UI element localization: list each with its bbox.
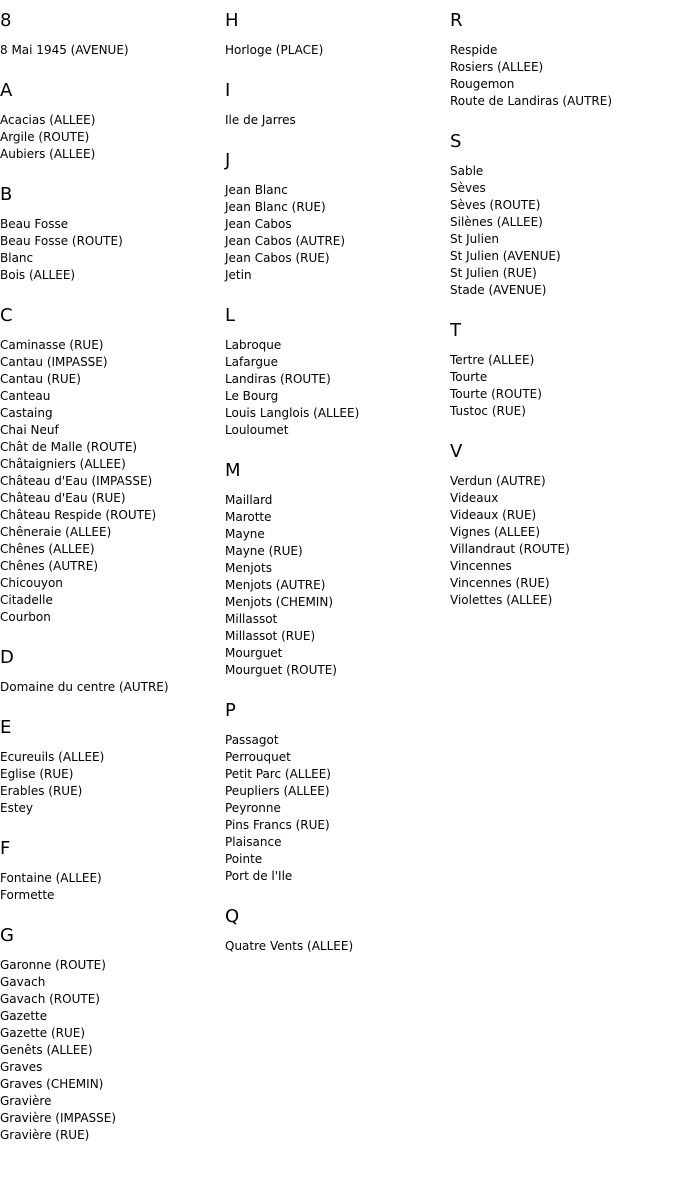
street-link[interactable]: Le Bourg <box>225 389 279 403</box>
street-link[interactable]: Menjots (AUTRE) <box>225 578 326 592</box>
street-link[interactable]: Acacias (ALLEE) <box>0 113 96 127</box>
street-list <box>225 732 447 885</box>
letter-section <box>0 837 222 904</box>
street-link[interactable]: Tourte <box>450 370 488 384</box>
street-link[interactable]: Peupliers (ALLEE) <box>225 784 330 798</box>
letter-heading: J <box>225 150 231 171</box>
street-link[interactable]: Estey <box>0 801 34 815</box>
street-link[interactable]: Eglise (RUE) <box>0 767 74 781</box>
street-link[interactable]: Pins Francs (RUE) <box>225 818 330 832</box>
street-link[interactable]: St Julien (AVENUE) <box>450 249 561 263</box>
street-link[interactable]: Jean Cabos (AUTRE) <box>225 234 346 248</box>
column-3 <box>450 0 672 629</box>
letter-heading: P <box>225 700 236 721</box>
street-link[interactable]: Caminasse (RUE) <box>0 338 104 352</box>
letter-heading: E <box>0 717 12 738</box>
street-link[interactable]: Aubiers (ALLEE) <box>0 147 96 161</box>
street-link[interactable]: Chicouyon <box>0 576 63 590</box>
street-list <box>0 749 222 817</box>
street-list <box>450 352 672 420</box>
street-link[interactable]: Canteau <box>0 389 51 403</box>
street-list <box>225 112 447 129</box>
street-link[interactable]: Chai Neuf <box>0 423 59 437</box>
letter-heading: L <box>225 305 236 326</box>
street-link[interactable]: Cantau (IMPASSE) <box>0 355 108 369</box>
street-link[interactable]: Sèves <box>450 181 486 195</box>
street-link[interactable]: Landiras (ROUTE) <box>225 372 331 386</box>
street-link[interactable]: Gazette <box>0 1009 48 1023</box>
street-link[interactable]: Ile de Jarres <box>225 113 296 127</box>
letter-section <box>0 9 222 59</box>
street-link[interactable]: Gravière (RUE) <box>0 1128 90 1142</box>
street-link[interactable]: Rosiers (ALLEE) <box>450 60 544 74</box>
street-list <box>225 492 447 679</box>
letter-heading: I <box>225 80 231 101</box>
letter-section <box>450 9 672 110</box>
street-link[interactable]: Silènes (ALLEE) <box>450 215 543 229</box>
street-link[interactable]: Millassot (RUE) <box>225 629 316 643</box>
street-link[interactable]: Perrouquet <box>225 750 291 764</box>
street-link[interactable]: Castaing <box>0 406 53 420</box>
street-link[interactable]: Beau Fosse <box>0 217 69 231</box>
street-link[interactable]: Horloge (PLACE) <box>225 43 324 57</box>
letter-section <box>0 716 222 817</box>
street-list <box>225 42 447 59</box>
street-link[interactable]: Graves <box>0 1060 43 1074</box>
street-link[interactable]: Courbon <box>0 610 51 624</box>
street-link[interactable]: Videaux (RUE) <box>450 508 537 522</box>
street-link[interactable]: Louloumet <box>225 423 289 437</box>
street-link[interactable]: Mayne (RUE) <box>225 544 303 558</box>
street-link[interactable]: Châtaigniers (ALLEE) <box>0 457 126 471</box>
street-link[interactable]: Chênes (ALLEE) <box>0 542 95 556</box>
street-link[interactable]: Millassot <box>225 612 278 626</box>
street-list <box>450 163 672 299</box>
street-link[interactable]: St Julien (RUE) <box>450 266 537 280</box>
street-link[interactable]: Beau Fosse (ROUTE) <box>0 234 123 248</box>
street-link[interactable]: Erables (RUE) <box>0 784 83 798</box>
street-link[interactable]: Vincennes <box>450 559 512 573</box>
street-link[interactable]: Genêts (ALLEE) <box>0 1043 93 1057</box>
letter-heading: C <box>0 305 13 326</box>
street-link[interactable]: Fontaine (ALLEE) <box>0 871 102 885</box>
street-link[interactable]: Château Respide (ROUTE) <box>0 508 157 522</box>
letter-heading: 8 <box>0 10 12 31</box>
street-link[interactable]: Respide <box>450 43 498 57</box>
street-link[interactable]: Argile (ROUTE) <box>0 130 90 144</box>
street-link[interactable]: Verdun (AUTRE) <box>450 474 546 488</box>
street-link[interactable]: Tustoc (RUE) <box>450 404 526 418</box>
street-list <box>225 938 447 955</box>
street-link[interactable]: Menjots <box>225 561 272 575</box>
column-1 <box>0 0 222 1164</box>
street-link[interactable]: Ecureuils (ALLEE) <box>0 750 105 764</box>
street-link[interactable]: Tertre (ALLEE) <box>450 353 535 367</box>
street-link[interactable]: Cantau (RUE) <box>0 372 81 386</box>
street-link[interactable]: Maillard <box>225 493 273 507</box>
street-list <box>0 957 222 1144</box>
street-link[interactable]: Jean Cabos (RUE) <box>225 251 330 265</box>
street-list <box>0 216 222 284</box>
street-list <box>0 337 222 626</box>
letter-heading: T <box>450 320 461 341</box>
letter-section <box>450 440 672 609</box>
street-link[interactable]: Chênes (AUTRE) <box>0 559 99 573</box>
letter-section <box>225 699 447 885</box>
street-link[interactable]: Sable <box>450 164 484 178</box>
street-link[interactable]: Labroque <box>225 338 282 352</box>
street-link[interactable]: Louis Langlois (ALLEE) <box>225 406 360 420</box>
street-list <box>225 337 447 439</box>
street-link[interactable]: Gavach <box>0 975 46 989</box>
letter-section <box>0 924 222 1144</box>
street-list <box>225 182 447 284</box>
street-link[interactable]: Plaisance <box>225 835 282 849</box>
letter-section <box>450 319 672 420</box>
street-list <box>450 473 672 609</box>
street-link[interactable]: Peyronne <box>225 801 281 815</box>
street-list <box>0 112 222 163</box>
letter-section <box>0 646 222 696</box>
letter-section <box>0 79 222 163</box>
letter-section <box>450 130 672 299</box>
street-link[interactable]: Jean Blanc (RUE) <box>225 200 326 214</box>
street-link[interactable]: St Julien <box>450 232 499 246</box>
letter-heading: F <box>0 838 11 859</box>
letter-heading: V <box>450 441 463 462</box>
street-link[interactable]: Château d'Eau (RUE) <box>0 491 126 505</box>
street-link[interactable]: Rougemon <box>450 77 515 91</box>
street-link[interactable]: Mayne <box>225 527 265 541</box>
street-link[interactable]: Gravière <box>0 1094 52 1108</box>
street-link[interactable]: Blanc <box>0 251 34 265</box>
street-list <box>0 679 222 696</box>
street-link[interactable]: Tourte (ROUTE) <box>450 387 542 401</box>
street-link[interactable]: Videaux <box>450 491 499 505</box>
letter-heading: G <box>0 925 14 946</box>
street-link[interactable]: Jetin <box>225 268 252 282</box>
letter-section <box>0 304 222 626</box>
street-link[interactable]: Marotte <box>225 510 272 524</box>
letter-heading: A <box>0 80 13 101</box>
street-link[interactable]: Domaine du centre (AUTRE) <box>0 680 169 694</box>
letter-section <box>225 459 447 679</box>
street-link[interactable]: Route de Landiras (AUTRE) <box>450 94 613 108</box>
street-list <box>0 42 222 59</box>
letter-heading: Q <box>225 906 240 927</box>
letter-heading: M <box>225 460 241 481</box>
street-list <box>0 870 222 904</box>
letter-section <box>0 183 222 284</box>
street-link[interactable]: Stade (AVENUE) <box>450 283 547 297</box>
street-link[interactable]: Pointe <box>225 852 263 866</box>
street-link[interactable]: Passagot <box>225 733 279 747</box>
street-link[interactable]: Violettes (ALLEE) <box>450 593 553 607</box>
street-link[interactable]: Menjots (CHEMIN) <box>225 595 334 609</box>
column-2 <box>225 0 447 975</box>
letter-heading: D <box>0 647 14 668</box>
street-link[interactable]: Château d'Eau (IMPASSE) <box>0 474 153 488</box>
street-link[interactable]: Chât de Malle (ROUTE) <box>0 440 138 454</box>
letter-heading: B <box>0 184 13 205</box>
street-link[interactable]: Mourguet <box>225 646 283 660</box>
street-link[interactable]: Gavach (ROUTE) <box>0 992 100 1006</box>
street-link[interactable]: Petit Parc (ALLEE) <box>225 767 331 781</box>
street-link[interactable]: Jean Blanc <box>225 183 288 197</box>
street-link[interactable]: Port de l'Ile <box>225 869 293 883</box>
street-link[interactable]: Mourguet (ROUTE) <box>225 663 337 677</box>
letter-heading: H <box>225 10 239 31</box>
street-link[interactable]: Garonne (ROUTE) <box>0 958 106 972</box>
letter-heading: R <box>450 10 463 31</box>
street-list <box>450 42 672 110</box>
letter-section <box>225 149 447 284</box>
street-link[interactable]: Graves (CHEMIN) <box>0 1077 104 1091</box>
letter-section <box>225 905 447 955</box>
street-link[interactable]: Gazette (RUE) <box>0 1026 86 1040</box>
street-link[interactable]: Chêneraie (ALLEE) <box>0 525 112 539</box>
street-link[interactable]: Citadelle <box>0 593 53 607</box>
letter-section <box>225 304 447 439</box>
letter-heading: S <box>450 131 462 152</box>
street-link[interactable]: Formette <box>0 888 55 902</box>
street-link[interactable]: Jean Cabos <box>225 217 292 231</box>
street-link[interactable]: Quatre Vents (ALLEE) <box>225 939 354 953</box>
street-link[interactable]: 8 Mai 1945 (AVENUE) <box>0 43 129 57</box>
street-link[interactable]: Gravière (IMPASSE) <box>0 1111 117 1125</box>
street-link[interactable]: Lafargue <box>225 355 278 369</box>
street-link[interactable]: Vignes (ALLEE) <box>450 525 541 539</box>
letter-section <box>225 79 447 129</box>
street-link[interactable]: Bois (ALLEE) <box>0 268 76 282</box>
street-link[interactable]: Sèves (ROUTE) <box>450 198 541 212</box>
street-link[interactable]: Vincennes (RUE) <box>450 576 550 590</box>
letter-section <box>225 9 447 59</box>
street-link[interactable]: Villandraut (ROUTE) <box>450 542 570 556</box>
